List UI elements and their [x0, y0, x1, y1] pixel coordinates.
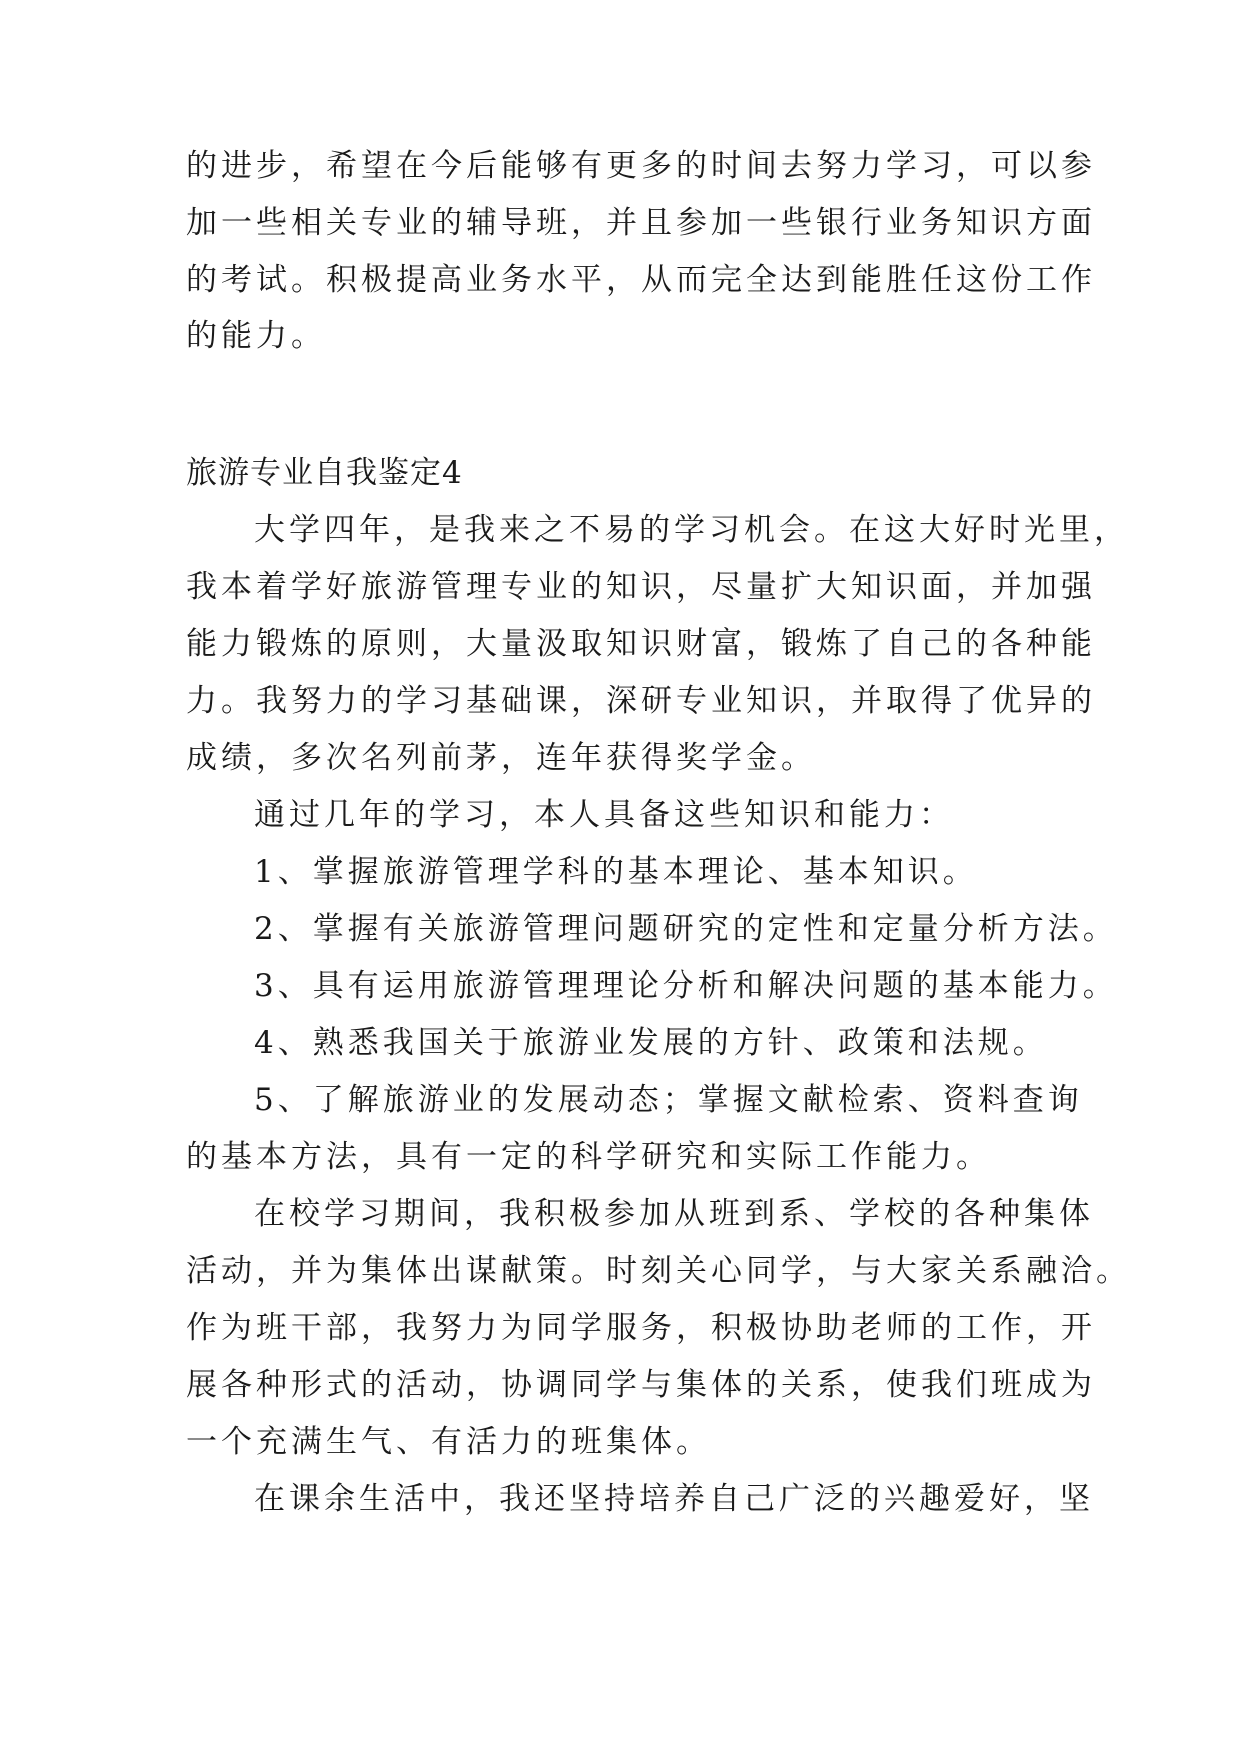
text-line: 加一些相关专业的辅导班，并且参加一些银行业务知识方面: [186, 205, 1096, 241]
list-item: 5、了解旅游业的发展动态；掌握文献检索、资料查询: [254, 1082, 1083, 1118]
text-line: 成绩，多次名列前茅，连年获得奖学金。: [186, 740, 816, 776]
text-line: 的基本方法，具有一定的科学研究和实际工作能力。: [186, 1139, 991, 1175]
text-line: 活动，并为集体出谋献策。时刻关心同学，与大家关系融洽。: [186, 1253, 1131, 1289]
list-item: 2、掌握有关旅游管理问题研究的定性和定量分析方法。: [254, 911, 1118, 947]
text-line: 展各种形式的活动，协调同学与集体的关系，使我们班成为: [186, 1367, 1096, 1403]
list-item: 4、熟悉我国关于旅游业发展的方针、政策和法规。: [254, 1025, 1048, 1061]
text-line: 的能力。: [186, 318, 326, 354]
text-line: 在课余生活中，我还坚持培养自己广泛的兴趣爱好，坚: [254, 1481, 1094, 1517]
text-line: 通过几年的学习，本人具备这些知识和能力：: [254, 797, 954, 833]
list-item: 3、具有运用旅游管理理论分析和解决问题的基本能力。: [254, 968, 1118, 1004]
text-line: 大学四年，是我来之不易的学习机会。在这大好时光里，: [254, 512, 1129, 548]
section-heading: 旅游专业自我鉴定4: [186, 455, 463, 491]
text-line: 作为班干部，我努力为同学服务，积极协助老师的工作，开: [186, 1310, 1096, 1346]
text-line: 的考试。积极提高业务水平，从而完全达到能胜任这份工作: [186, 262, 1096, 298]
text-line: 力。我努力的学习基础课，深研专业知识，并取得了优异的: [186, 683, 1096, 719]
text-line: 一个充满生气、有活力的班集体。: [186, 1424, 711, 1460]
text-line: 能力锻炼的原则，大量汲取知识财富，锻炼了自己的各种能: [186, 626, 1096, 662]
text-line: 的进步，希望在今后能够有更多的时间去努力学习，可以参: [186, 148, 1096, 184]
text-line: 在校学习期间，我积极参加从班到系、学校的各种集体: [254, 1196, 1094, 1232]
list-item: 1、掌握旅游管理学科的基本理论、基本知识。: [254, 854, 978, 890]
text-line: 我本着学好旅游管理专业的知识，尽量扩大知识面，并加强: [186, 569, 1096, 605]
